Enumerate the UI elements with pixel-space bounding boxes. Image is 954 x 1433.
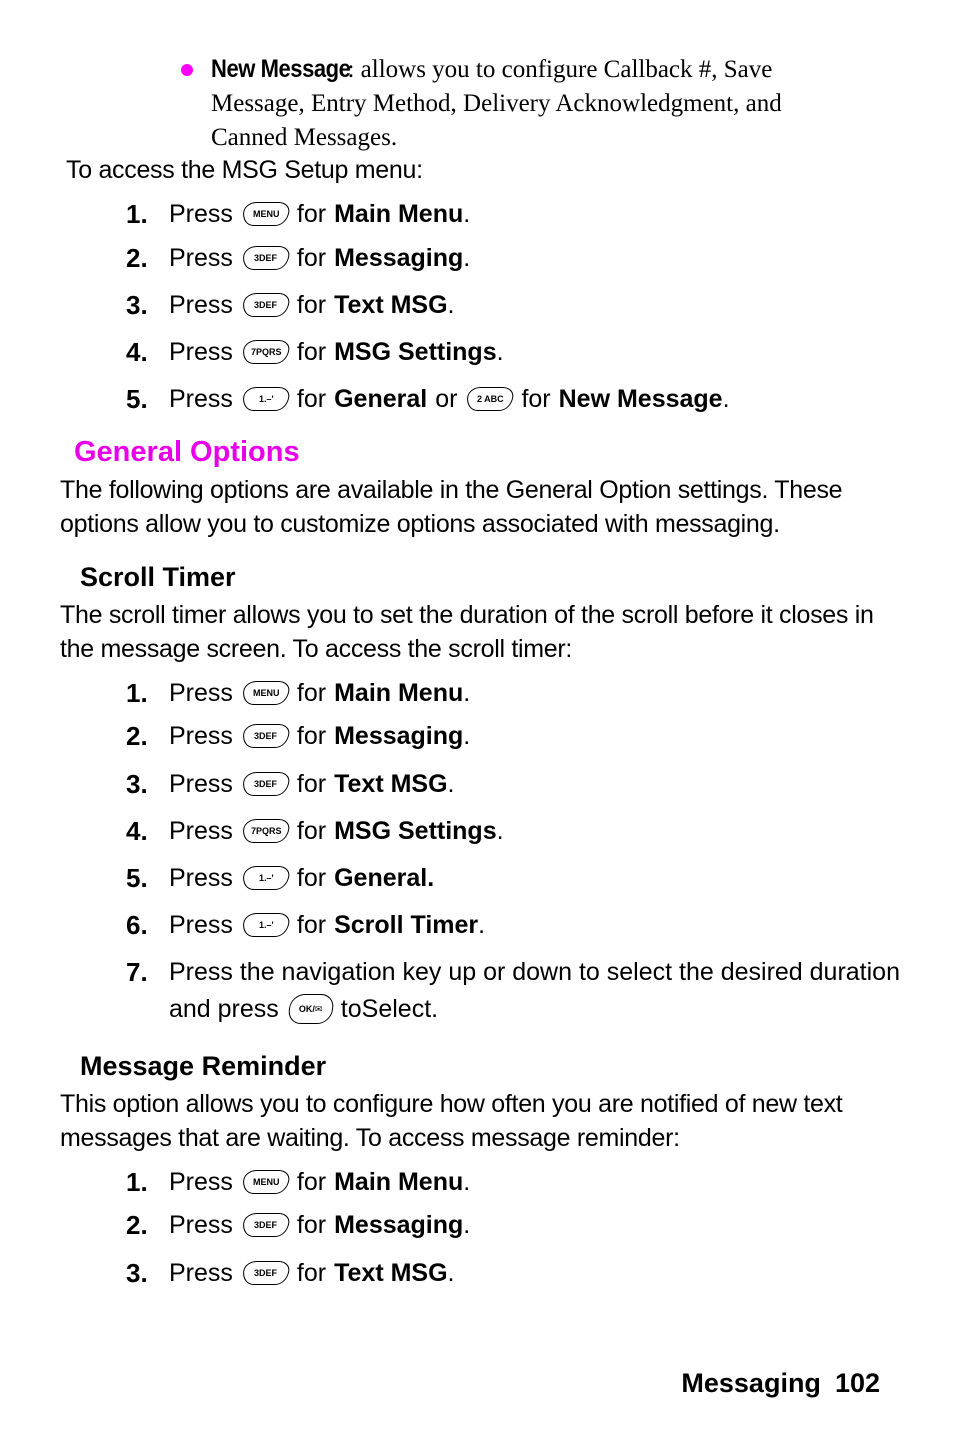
key-3-icon: 3DEF — [241, 772, 290, 796]
setup-step-1: 1. Press MENU for Main Menu . — [126, 198, 471, 229]
reminder-step-2: 2. Press 3DEF for Messaging . — [126, 1209, 471, 1240]
setup-step-2: 2. Press 3DEF for Messaging . — [126, 242, 471, 273]
new-message-bullet — [211, 52, 851, 155]
key-7-icon: 7PQRS — [241, 819, 290, 843]
message-reminder-heading: Message Reminder — [80, 1051, 327, 1081]
key-3-icon: 3DEF — [241, 1213, 290, 1237]
footer-section: Messaging — [681, 1368, 821, 1398]
setup-step-5: 5. Press 1.–' for General or 2 ABC for New Message . — [126, 383, 730, 414]
menu-key-icon: MENU — [241, 681, 290, 705]
scroll-step-4: 4. Press 7PQRS for MSG Settings . — [126, 815, 504, 846]
ok-key-icon: OK/✉ — [287, 994, 335, 1024]
scroll-timer-description: The scroll timer allows you to set the duration of the scroll before it closes in the message screen. To access the scroll timer: — [60, 601, 874, 663]
page-number: 102 — [834, 1368, 880, 1398]
scroll-step-1: 1. Press MENU for Main Menu . — [126, 677, 471, 708]
key-3-icon: 3DEF — [241, 246, 290, 270]
message-reminder-description: This option allows you to configure how often you are notified of new text messages that are waiting. To access message reminder: — [60, 1090, 843, 1152]
bullet-term: New Message — [211, 55, 351, 83]
scroll-step-7-continued: and press OK/✉ to Select . — [169, 994, 439, 1023]
scroll-timer-heading: Scroll Timer — [80, 562, 236, 592]
scroll-step-7: 7. Press the navigation key up or down to select the desired duration — [126, 956, 900, 987]
menu-key-icon: MENU — [241, 1170, 290, 1194]
key-7-icon: 7PQRS — [241, 340, 290, 364]
scroll-step-3: 3. Press 3DEF for Text MSG . — [126, 768, 455, 799]
key-2-icon: 2 ABC — [466, 387, 515, 411]
scroll-step-2: 2. Press 3DEF for Messaging . — [126, 720, 471, 751]
key-1-icon: 1.–' — [241, 913, 290, 937]
key-3-icon: 3DEF — [241, 293, 290, 317]
reminder-step-1: 1. Press MENU for Main Menu . — [126, 1166, 471, 1197]
general-options-description: The following options are available in the General Option settings. These options allow you to customize options associated with messaging. — [60, 476, 843, 538]
key-1-icon: 1.–' — [241, 387, 290, 411]
bullet-icon — [181, 64, 193, 76]
intro-text: To access the MSG Setup menu: — [66, 156, 423, 184]
key-3-icon: 3DEF — [241, 724, 290, 748]
menu-key-icon: MENU — [241, 202, 290, 226]
scroll-step-5: 5. Press 1.–' for General. — [126, 862, 435, 893]
key-1-icon: 1.–' — [241, 866, 290, 890]
scroll-step-6: 6. Press 1.–' for Scroll Timer . — [126, 909, 486, 940]
reminder-step-3: 3. Press 3DEF for Text MSG . — [126, 1257, 455, 1288]
bullet-description: : allows you to configure Callback #, Save Message, Entry Method, Delivery Acknowledgment, and Canned Messages. — [211, 56, 782, 151]
key-3-icon: 3DEF — [241, 1261, 290, 1285]
setup-step-3: 3. Press 3DEF for Text MSG . — [126, 289, 455, 320]
general-options-heading: General Options — [74, 436, 300, 468]
setup-step-4: 4. Press 7PQRS for MSG Settings . — [126, 336, 504, 367]
page-footer — [681, 1368, 880, 1399]
